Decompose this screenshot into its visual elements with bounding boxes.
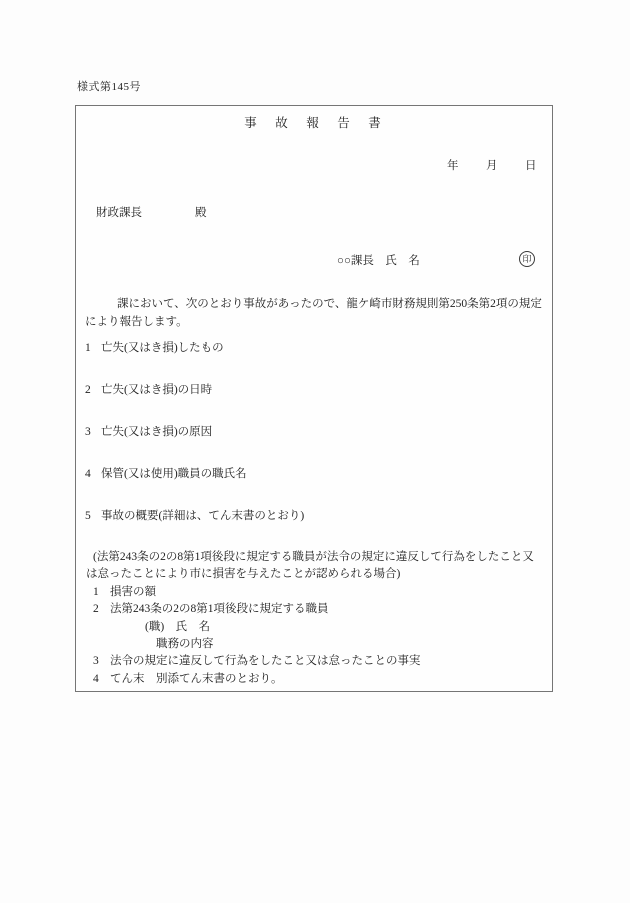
recipient-honorific: 殿 [195, 207, 207, 219]
item-number: 2 [93, 603, 99, 616]
item-number: 4 [93, 672, 99, 685]
supplement-item-3 [86, 653, 541, 670]
recipient-line [96, 204, 207, 220]
sender-name: ○○課長 氏 名 [337, 255, 420, 267]
sender-line [76, 252, 552, 269]
item-number: 1 [85, 342, 91, 354]
report-item-3 [85, 426, 547, 439]
supplement-item-4 [86, 671, 541, 688]
supplement-condition-line2: は怠ったことにより市に損害を与えたことが認められる場合) [86, 568, 401, 581]
item-label: 亡失(又はき損)したもの [101, 342, 224, 354]
intro-paragraph-line2: により報告します。 [85, 315, 188, 328]
intro-paragraph-line1: 課において、次のとおり事故があったので、龍ケ崎市財務規則第250条第2項の規定 [117, 298, 542, 310]
item-number: 5 [85, 510, 91, 522]
item-number: 2 [85, 384, 91, 396]
item-number: 1 [93, 585, 99, 598]
form-number: 様式第145号 [77, 81, 141, 93]
item-label: てん末 別添てん末書のとおり。 [110, 672, 283, 685]
supplement-item-1 [86, 584, 541, 601]
recipient-name: 財政課長 [96, 207, 142, 219]
item-label: 法第243条の2の8第1項後段に規定する職員 [110, 603, 329, 616]
report-item-5 [85, 510, 547, 523]
item-number: 3 [85, 426, 91, 438]
item-label: 亡失(又はき損)の日時 [101, 384, 213, 396]
item-number: 4 [85, 468, 91, 480]
report-item-1 [85, 342, 547, 355]
report-item-2 [85, 384, 547, 397]
report-item-4 [85, 468, 547, 481]
item-label: 損害の額 [110, 585, 156, 598]
item-number: 3 [93, 655, 99, 668]
seal-stamp-icon: 印 [519, 251, 535, 267]
supplement-item-2-sub-duty: 職務の内容 [156, 638, 214, 651]
date-line: 年 月 日 [447, 160, 538, 172]
supplement-section [86, 549, 541, 688]
item-label: 保管(又は使用)職員の職氏名 [101, 468, 247, 480]
report-box [75, 105, 553, 692]
item-label: 事故の概要(詳細は、てん末書のとおり) [101, 510, 305, 522]
item-label: 亡失(又はき損)の原因 [101, 426, 213, 438]
supplement-item-2-sub-name: (職) 氏 名 [145, 620, 211, 633]
supplement-item-2 [86, 601, 541, 618]
report-title: 事 故 報 告 書 [244, 116, 384, 130]
item-label: 法令の規定に違反して行為をしたこと又は怠ったことの事実 [110, 655, 421, 668]
supplement-condition-line1: (法第243条の2の8第1項後段に規定する職員が法令の規定に違反して行為をしたこと又 [93, 551, 534, 563]
intro-paragraph [85, 296, 547, 331]
